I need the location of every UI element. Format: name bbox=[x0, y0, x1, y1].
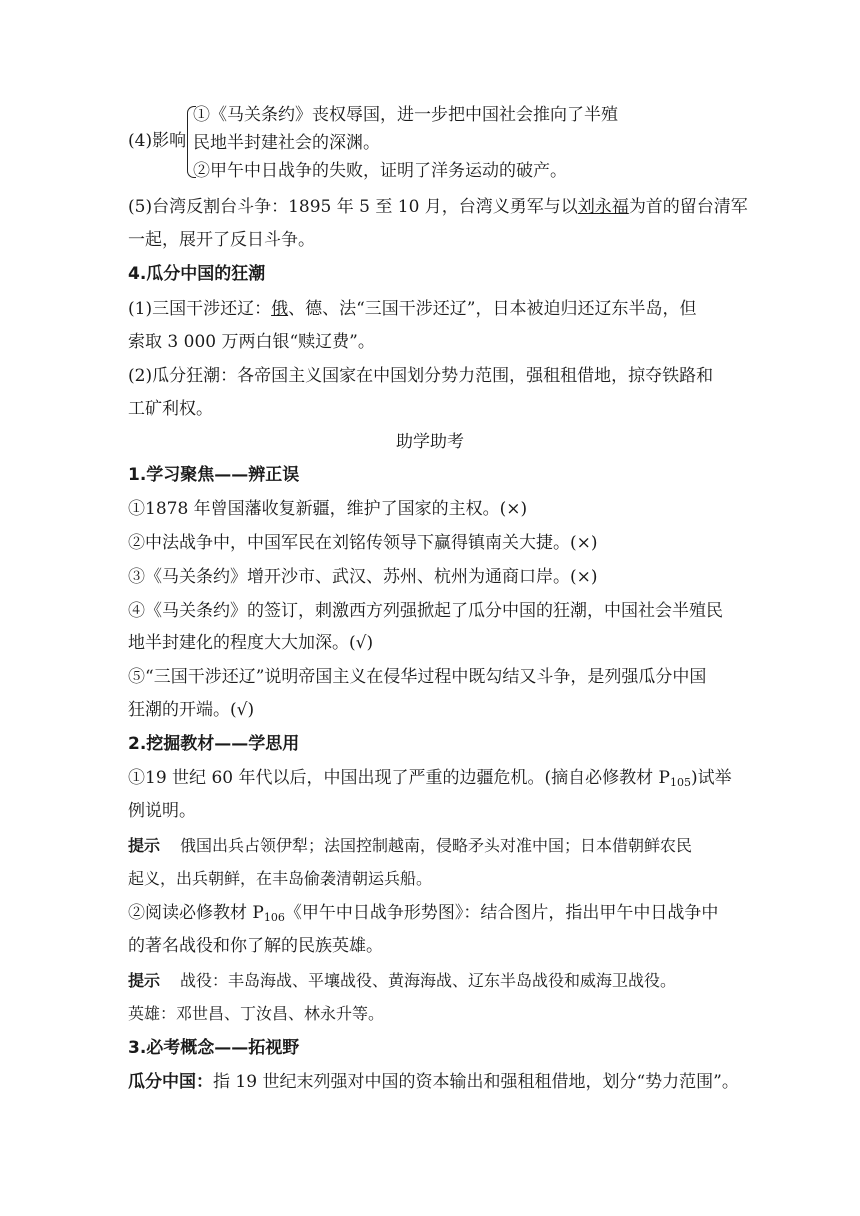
taiwan-line-1 bbox=[128, 196, 748, 218]
partition-p1-line-1 bbox=[128, 298, 696, 320]
concept-heading: 3.必考概念——拓视野 bbox=[128, 1038, 300, 1058]
concept-term: 瓜分中国： bbox=[128, 1072, 213, 1092]
textbook-q2-post: 《甲午中日战争形势图》：结合图片，指出甲午中日战争中 bbox=[284, 903, 719, 923]
focus-item-3: ③《马关条约》增开沙市、武汉、苏州、杭州为通商口岸。(×) bbox=[128, 567, 598, 587]
focus-heading: 1.学习聚焦——辨正误 bbox=[128, 465, 300, 485]
hint-1-label: 提示 bbox=[128, 836, 161, 855]
taiwan-line-1-post: 为首的留台清军 bbox=[628, 197, 748, 217]
focus-item-1: ①1878 年曾国藩收复新疆，维护了国家的主权。(×) bbox=[128, 499, 528, 519]
partition-p1-line-2: 索取 3 000 万两白银“赎辽费”。 bbox=[128, 332, 375, 352]
partition-heading: 4.瓜分中国的狂潮 bbox=[128, 264, 266, 284]
textbook-heading: 2.挖掘教材——学思用 bbox=[128, 734, 300, 754]
hint-2-line-2: 英雄：邓世昌、丁汝昌、林永升等。 bbox=[128, 1004, 385, 1023]
textbook-q1-line-2: 例说明。 bbox=[128, 801, 196, 821]
focus-item-2: ②中法战争中，中国军民在刘铭传领导下赢得镇南关大捷。(×) bbox=[128, 533, 598, 553]
textbook-q2-line-2: 的著名战役和你了解的民族英雄。 bbox=[128, 936, 383, 956]
taiwan-line-2: 一起，展开了反日斗争。 bbox=[128, 230, 315, 250]
impact-item-1b: 民地半封建社会的深渊。 bbox=[193, 133, 380, 153]
concept-definition: 指 19 世纪末列强对中国的资本输出和强租租借地，划分“势力范围”。 bbox=[213, 1072, 739, 1092]
partition-p2-line-2: 工矿利权。 bbox=[128, 399, 213, 419]
impact-item-1a: ①《马关条约》丧权辱国，进一步把中国社会推向了半殖 bbox=[193, 105, 618, 125]
concept-definition-line bbox=[128, 1071, 739, 1093]
hint-1-line-2: 起义，出兵朝鲜，在丰岛偷袭清朝运兵船。 bbox=[128, 869, 433, 888]
hint-1-line-1 bbox=[128, 835, 692, 857]
hint-2-line-1 bbox=[128, 970, 676, 992]
russia-underlined: 俄 bbox=[271, 299, 289, 319]
focus-item-5b: 狂潮的开端。(√) bbox=[128, 700, 255, 720]
liu-yongfu-underlined: 刘永福 bbox=[577, 197, 629, 217]
partition-p1-pre: (1)三国干涉还辽： bbox=[128, 299, 272, 319]
textbook-q1-post: )试举 bbox=[690, 768, 732, 788]
impact-item-2: ②甲午中日战争的失败，证明了洋务运动的破产。 bbox=[193, 161, 567, 181]
hint-2-text: 战役：丰岛海战、平壤战役、黄海海战、辽东半岛战役和威海卫战役。 bbox=[180, 971, 677, 990]
textbook-q1-line-1 bbox=[128, 767, 732, 794]
partition-p1-post: 、德、法“三国干涉还辽”，日本被迫归还辽东半岛，但 bbox=[288, 299, 697, 319]
hint-2-label: 提示 bbox=[128, 971, 161, 990]
hint-1-text: 俄国出兵占领伊犁；法国控制越南，侵略矛头对准中国；日本借朝鲜农民 bbox=[180, 836, 693, 855]
impact-label: (4)影响 bbox=[128, 131, 187, 151]
textbook-q2-pre: ②阅读必修教材 P bbox=[128, 903, 264, 923]
taiwan-line-1-pre: (5)台湾反割台斗争：1895 年 5 至 10 月，台湾义勇军与以 bbox=[128, 197, 578, 217]
textbook-q2-line-1 bbox=[128, 902, 718, 929]
page-ref-106: 106 bbox=[263, 911, 285, 924]
focus-item-4b: 地半封建化的程度大大加深。(√) bbox=[128, 633, 374, 653]
focus-item-4a: ④《马关条约》的签订，刺激西方列强掀起了瓜分中国的狂潮，中国社会半殖民 bbox=[128, 601, 723, 621]
focus-item-5a: ⑤“三国干涉还辽”说明帝国主义在侵华过程中既勾结又斗争，是列强瓜分中国 bbox=[128, 667, 707, 687]
study-aid-title: 助学助考 bbox=[396, 432, 464, 452]
partition-p2-line-1: (2)瓜分狂潮：各帝国主义国家在中国划分势力范围，强租租借地，掠夺铁路和 bbox=[128, 366, 714, 386]
textbook-q1-pre: ①19 世纪 60 年代以后，中国出现了严重的边疆危机。(摘自必修教材 P bbox=[128, 768, 670, 788]
page-ref-105: 105 bbox=[669, 776, 691, 789]
